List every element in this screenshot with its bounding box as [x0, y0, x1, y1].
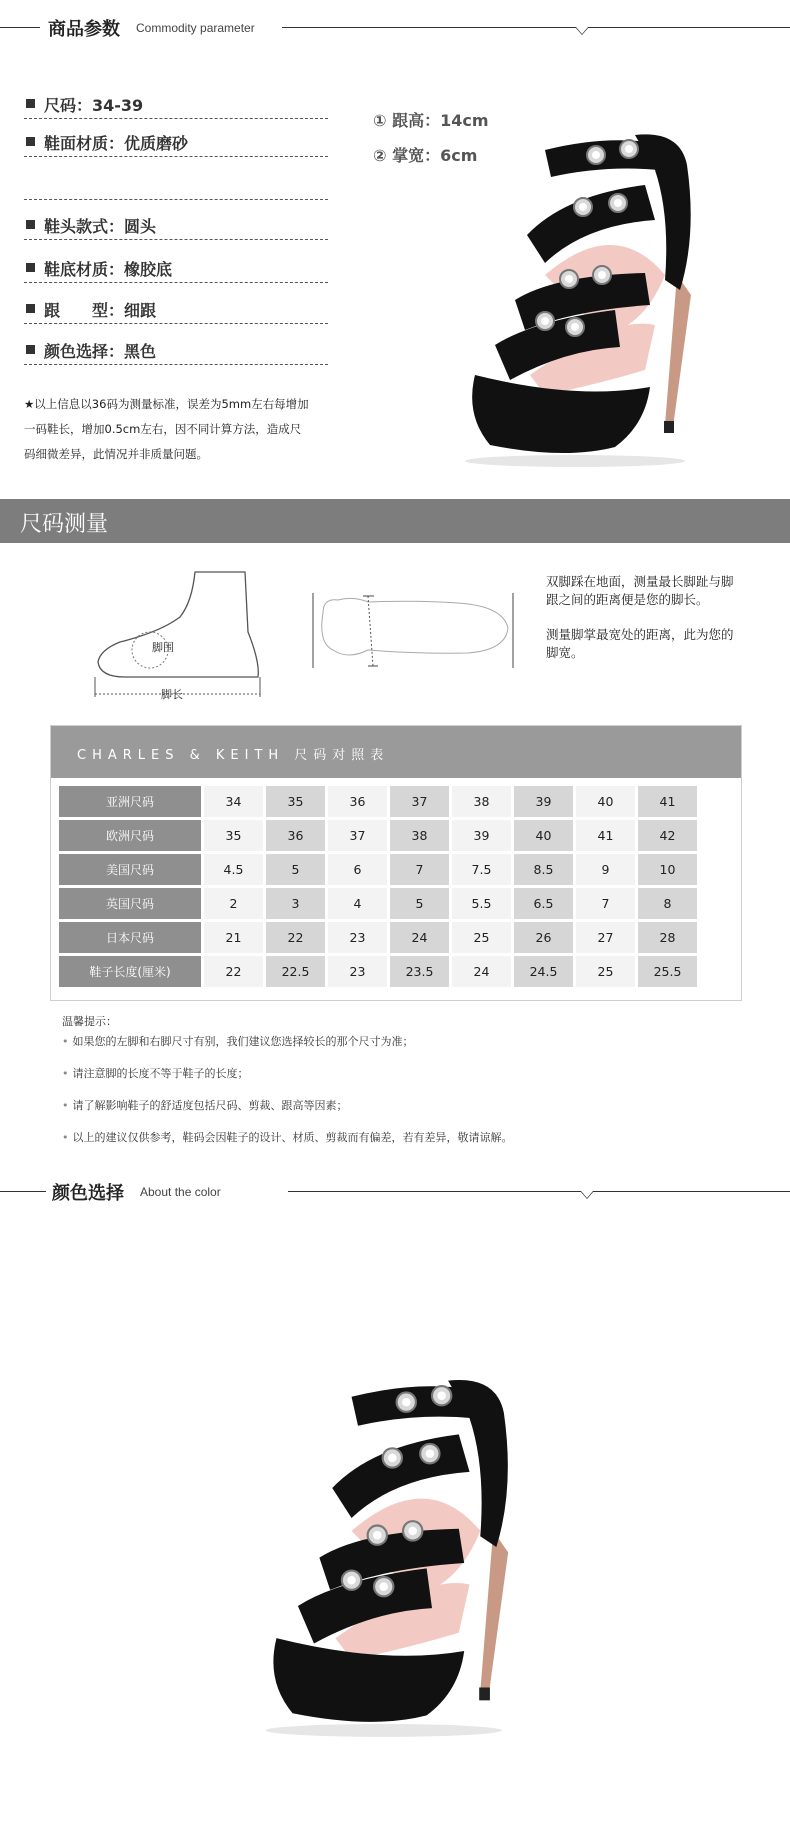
row-header: 欧洲尺码 [59, 820, 201, 851]
table-cell: 39 [452, 820, 511, 851]
section-title-en: About the color [140, 1185, 221, 1199]
size-table [56, 783, 700, 990]
table-cell: 25 [452, 922, 511, 953]
tip-item: • 请注意脚的长度不等于鞋子的长度； [62, 1067, 249, 1080]
table-cell: 22 [204, 956, 263, 987]
table-cell: 25.5 [638, 956, 697, 987]
size-measure-band [0, 499, 790, 543]
table-cell: 22 [266, 922, 325, 953]
table-cell: 36 [266, 820, 325, 851]
table-cell: 7.5 [452, 854, 511, 885]
table-row [59, 854, 697, 885]
table-cell: 2 [204, 888, 263, 919]
foot-side-diagram [90, 562, 270, 702]
spec-heel-height: ① 跟高：14cm [373, 111, 489, 130]
section-header-color [0, 1176, 790, 1206]
size-chart-title: CHARLES & KEITH 尺码对照表 [77, 748, 390, 763]
foot-length-instruction: 双脚踩在地面，测量最长脚趾与脚 跟之间的距离便是您的脚长。 [546, 574, 734, 607]
table-row [59, 888, 697, 919]
spec-sole-width: ② 掌宽：6cm [373, 146, 478, 165]
table-cell: 9 [576, 854, 635, 885]
param-upper-material: 鞋面材质：优质磨砂 [24, 128, 328, 157]
sandal-product-image [455, 125, 730, 470]
table-cell: 35 [204, 820, 263, 851]
table-cell: 35 [266, 786, 325, 817]
row-header: 英国尺码 [59, 888, 201, 919]
tips-title: 温馨提示： [62, 1015, 117, 1028]
tip-item: • 请了解影响鞋子的舒适度包括尺码、剪裁、跟高等因素； [62, 1099, 348, 1112]
table-cell: 5 [266, 854, 325, 885]
row-header: 鞋子长度(厘米) [59, 956, 201, 987]
table-cell: 22.5 [266, 956, 325, 987]
row-header: 亚洲尺码 [59, 786, 201, 817]
param-size: 尺码：34-39 [24, 90, 328, 119]
table-cell: 37 [328, 820, 387, 851]
sandal-color-image [255, 1345, 550, 1765]
foot-length-label: 脚长 [161, 688, 183, 701]
table-cell: 28 [638, 922, 697, 953]
table-cell: 40 [514, 820, 573, 851]
tip-item: • 以上的建议仅供参考，鞋码会因鞋子的设计、材质、剪裁而有偏差，若有差异，敬请谅解。 [62, 1131, 513, 1144]
table-cell: 38 [452, 786, 511, 817]
size-chart [50, 725, 742, 1001]
table-cell: 42 [638, 820, 697, 851]
table-row [59, 820, 697, 851]
section-header-commodity [0, 12, 790, 42]
divider [24, 199, 328, 200]
table-cell: 4 [328, 888, 387, 919]
band-title: 尺码测量 [20, 512, 109, 537]
table-cell: 8 [638, 888, 697, 919]
table-cell: 6.5 [514, 888, 573, 919]
table-cell: 40 [576, 786, 635, 817]
table-cell: 27 [576, 922, 635, 953]
table-row [59, 956, 697, 987]
table-cell: 24 [390, 922, 449, 953]
table-cell: 37 [390, 786, 449, 817]
param-sole-material: 鞋底材质：橡胶底 [24, 254, 328, 283]
table-cell: 10 [638, 854, 697, 885]
table-cell: 38 [390, 820, 449, 851]
table-row [59, 922, 697, 953]
table-cell: 25 [576, 956, 635, 987]
table-cell: 5 [390, 888, 449, 919]
param-color: 颜色选择：黑色 [24, 336, 328, 365]
table-cell: 41 [576, 820, 635, 851]
tip-item: • 如果您的左脚和右脚尺寸有别，我们建议您选择较长的那个尺寸为准； [62, 1035, 414, 1048]
table-row [59, 786, 697, 817]
table-cell: 7 [390, 854, 449, 885]
param-toe-style: 鞋头款式：圆头 [24, 211, 328, 240]
size-chart-header [51, 726, 741, 778]
param-heel-type: 跟 型：细跟 [24, 295, 328, 324]
section-title-zh: 颜色选择 [52, 1183, 124, 1204]
row-header: 美国尺码 [59, 854, 201, 885]
table-cell: 23 [328, 922, 387, 953]
section-title-en: Commodity parameter [136, 21, 255, 35]
table-cell: 4.5 [204, 854, 263, 885]
table-cell: 41 [638, 786, 697, 817]
table-cell: 39 [514, 786, 573, 817]
table-cell: 36 [328, 786, 387, 817]
table-cell: 7 [576, 888, 635, 919]
table-cell: 3 [266, 888, 325, 919]
table-cell: 8.5 [514, 854, 573, 885]
foot-girth-label: 脚围 [152, 641, 174, 654]
table-cell: 24 [452, 956, 511, 987]
table-cell: 5.5 [452, 888, 511, 919]
table-cell: 34 [204, 786, 263, 817]
section-title-zh: 商品参数 [48, 19, 120, 40]
row-header: 日本尺码 [59, 922, 201, 953]
size-note: ★以上信息以36码为测量标准，误差为5mm左右每增加 一码鞋长，增加0.5cm左右，因不同计算方法，造成尺 码细微差异，此情况并非质量问题。 [24, 397, 309, 461]
table-cell: 23.5 [390, 956, 449, 987]
table-cell: 24.5 [514, 956, 573, 987]
foot-top-diagram [308, 588, 518, 678]
foot-width-instruction: 测量脚掌最宽处的距离，此为您的 脚宽。 [546, 627, 734, 660]
table-cell: 23 [328, 956, 387, 987]
table-cell: 26 [514, 922, 573, 953]
table-cell: 21 [204, 922, 263, 953]
table-cell: 6 [328, 854, 387, 885]
